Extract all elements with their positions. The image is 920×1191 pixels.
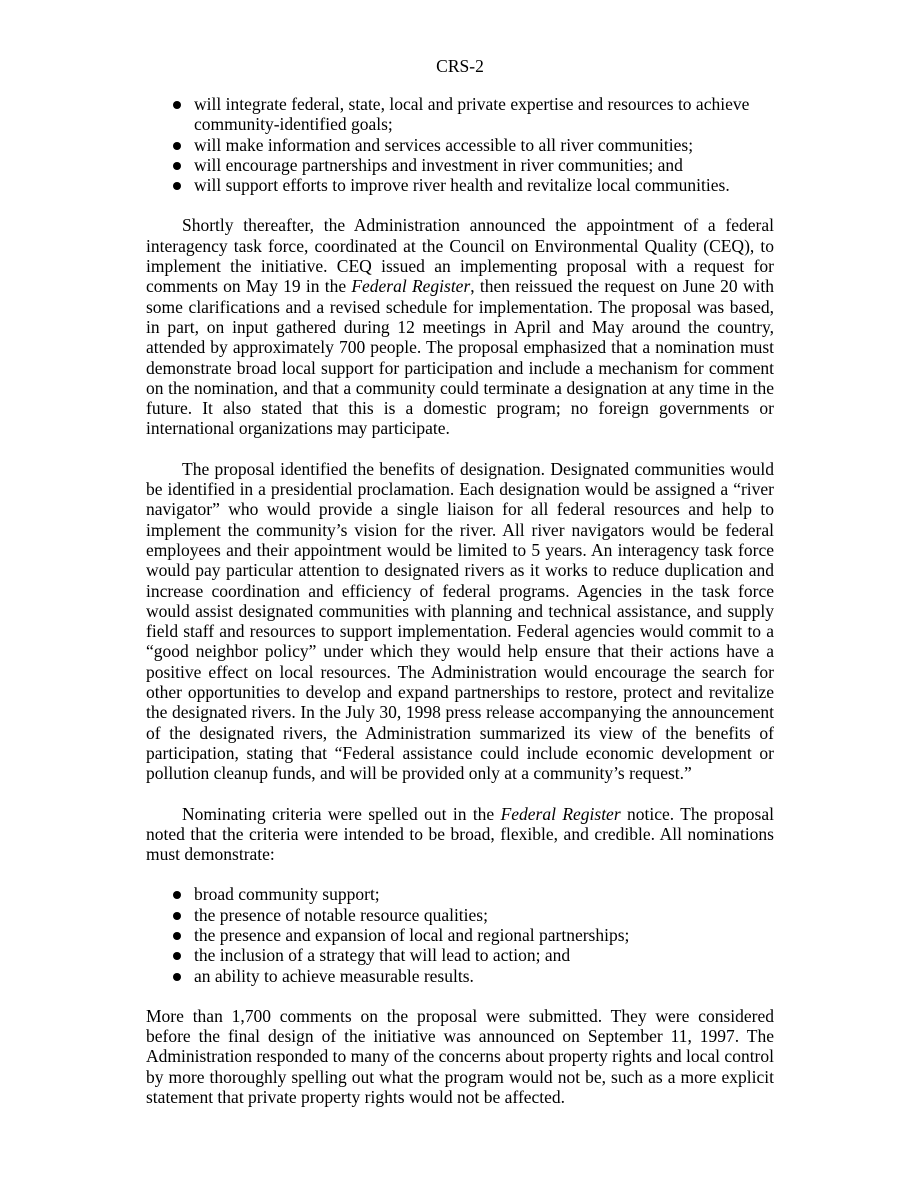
bullet-icon — [173, 142, 181, 150]
bullet-icon — [173, 932, 181, 940]
federal-register-title: Federal Register — [500, 803, 621, 824]
bullet-icon — [173, 891, 181, 899]
federal-register-title: Federal Register — [351, 276, 471, 297]
bullet-icon — [173, 101, 181, 109]
list-item: the inclusion of a strategy that will lead to action; and — [146, 945, 774, 965]
list-item: the presence and expansion of local and regional partnerships; — [146, 925, 774, 945]
paragraph-benefits: The proposal identified the benefits of designation. Designated communities would be identified in a presidential proclamation. Each designation would be assigned a “river navigator” who would provide a single liaison for all federal resources and help to implement the community’s vision for the river. All river navigators would be federal employees and their appointment would be limited to 5 years. An interagency task force would pay particular attention to designated rivers as it works to reduce duplication and increase coordination and efficiency of federal programs. Agencies in the task force would assist designated communities with planning and technical assistance, and supply field staff and resources to support implementation. Federal agencies would commit to a “good neighbor policy” under which they would help ensure that their actions have a positive effect on local resources. The Administration would encourage the search for other opportunities to develop and expand partnerships to restore, protect and revitalize the designated rivers. In the July 30, 1998 press release accompanying the announcement of the designated rivers, the Administration summarized its view of the benefits of participation, stating that “Federal assistance could include economic development or pollution cleanup funds, and will be provided only at a community’s request.” — [146, 458, 774, 784]
list-item: will integrate federal, state, local and private expertise and resources to achieve community-identified goals; — [146, 94, 774, 135]
bullet-icon — [173, 182, 181, 190]
paragraph-comments: More than 1,700 comments on the proposal were submitted. They were considered before the final design of the initiative was announced on September 11, 1997. The Administration responded to many of the concerns about property rights and local control by more thoroughly spelling out what the program would not be, such as a more explicit statement that private property rights would not be affected. — [146, 1005, 774, 1108]
bullet-icon — [173, 162, 181, 170]
list-item: will make information and services accessible to all river communities; — [146, 135, 774, 155]
page-number: CRS-2 — [436, 56, 484, 76]
list-item: will encourage partnerships and investment in river communities; and — [146, 155, 774, 175]
paragraph-criteria: Nominating criteria were spelled out in the Federal Register notice. The proposal noted that the criteria were intended to be broad, flexible, and credible. All nominations must demonstrate: — [146, 803, 774, 865]
paragraph-task-force: Shortly thereafter, the Administration announced the appointment of a federal interagency task force, coordinated at the Council on Environmental Quality (CEQ), to implement the initiative. CEQ issued an implementing proposal with a request for comments on May 19 in the Federal Register, then reissued the request on June 20 with some clarifications and a revised schedule for implementation. The proposal was based, in part, on input gathered during 12 meetings in April and May around the country, attended by approximately 700 people. The proposal emphasized that a nomination must demonstrate broad local support for participation and include a mechanism for comment on the nomination, and that a community could terminate a designation at any time in the future. It also stated that this is a domestic program; no foreign governments or international organizations may participate. — [146, 215, 774, 439]
goals-bullet-list — [146, 94, 774, 195]
list-item: the presence of notable resource qualities; — [146, 905, 774, 925]
list-item: will support efforts to improve river health and revitalize local communities. — [146, 175, 774, 195]
list-item: an ability to achieve measurable results. — [146, 966, 774, 986]
bullet-icon — [173, 912, 181, 920]
list-item: broad community support; — [146, 884, 774, 904]
bullet-icon — [173, 952, 181, 960]
bullet-icon — [173, 973, 181, 981]
document-body — [146, 94, 774, 1107]
criteria-bullet-list — [146, 884, 774, 985]
